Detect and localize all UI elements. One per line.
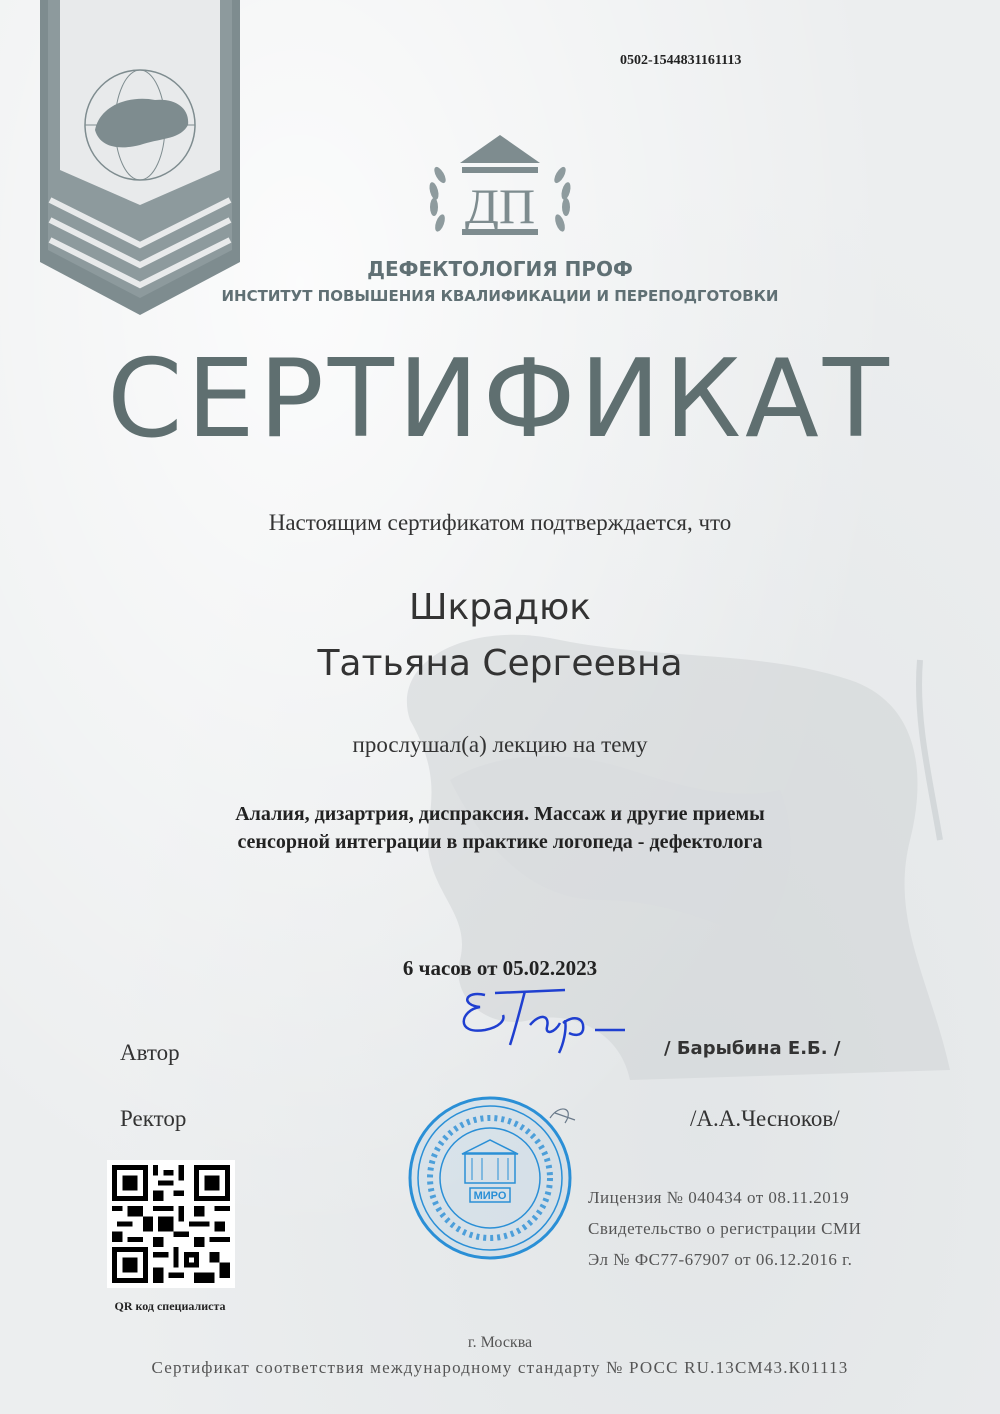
- recipient-given-names: Татьяна Сергеевна: [317, 643, 683, 684]
- recipient-surname: Шкрадюк: [408, 587, 592, 628]
- qr-code[interactable]: [107, 1160, 235, 1288]
- certificate-title: СЕРТИФИКАТ: [107, 337, 893, 462]
- rector-name: /А.А.Чесноков/: [690, 1106, 840, 1131]
- standard-certificate-text: Сертификат соответствия международному стандарту № РОСС RU.13СМ43.К01113: [151, 1358, 849, 1377]
- stamp-center-text: МИРО: [473, 1190, 507, 1202]
- organization-subtitle: ИНСТИТУТ ПОВЫШЕНИЯ КВАЛИФИКАЦИИ И ПЕРЕПОДГОТОВКИ: [221, 287, 779, 305]
- lecture-topic-line1: Алалия, дизартрия, диспраксия. Массаж и другие приемы: [235, 803, 765, 825]
- license-line-2: Свидетельство о регистрации СМИ: [588, 1219, 862, 1238]
- institute-stamp: [400, 1088, 580, 1268]
- city: г. Москва: [467, 1334, 533, 1351]
- rector-label: Ректор: [120, 1106, 187, 1131]
- listened-text: прослушал(а) лекцию на тему: [352, 732, 648, 757]
- qr-code-label: QR код специалиста: [114, 1299, 226, 1313]
- logo-monogram: ДП: [464, 178, 536, 234]
- author-signature: [455, 975, 655, 1055]
- author-name: / Барыбина Е.Б. /: [664, 1038, 841, 1059]
- lecture-topic: [0, 800, 1000, 856]
- organization-name: ДЕФЕКТОЛОГИЯ ПРОФ: [367, 257, 633, 281]
- serial-number: 0502-1544831161113: [620, 53, 742, 68]
- license-line-1: Лицензия № 040434 от 08.11.2019: [588, 1188, 850, 1207]
- license-line-3: Эл № ФС77-67907 от 06.12.2016 г.: [588, 1250, 853, 1269]
- confirmation-text: Настоящим сертификатом подтверждается, что: [268, 510, 732, 535]
- author-label: Автор: [120, 1040, 180, 1065]
- lecture-topic-line2: сенсорной интеграции в практике логопеда - дефектолога: [237, 831, 763, 853]
- hours-and-date: 6 часов от 05.02.2023: [402, 956, 598, 980]
- institute-logo: [420, 125, 580, 245]
